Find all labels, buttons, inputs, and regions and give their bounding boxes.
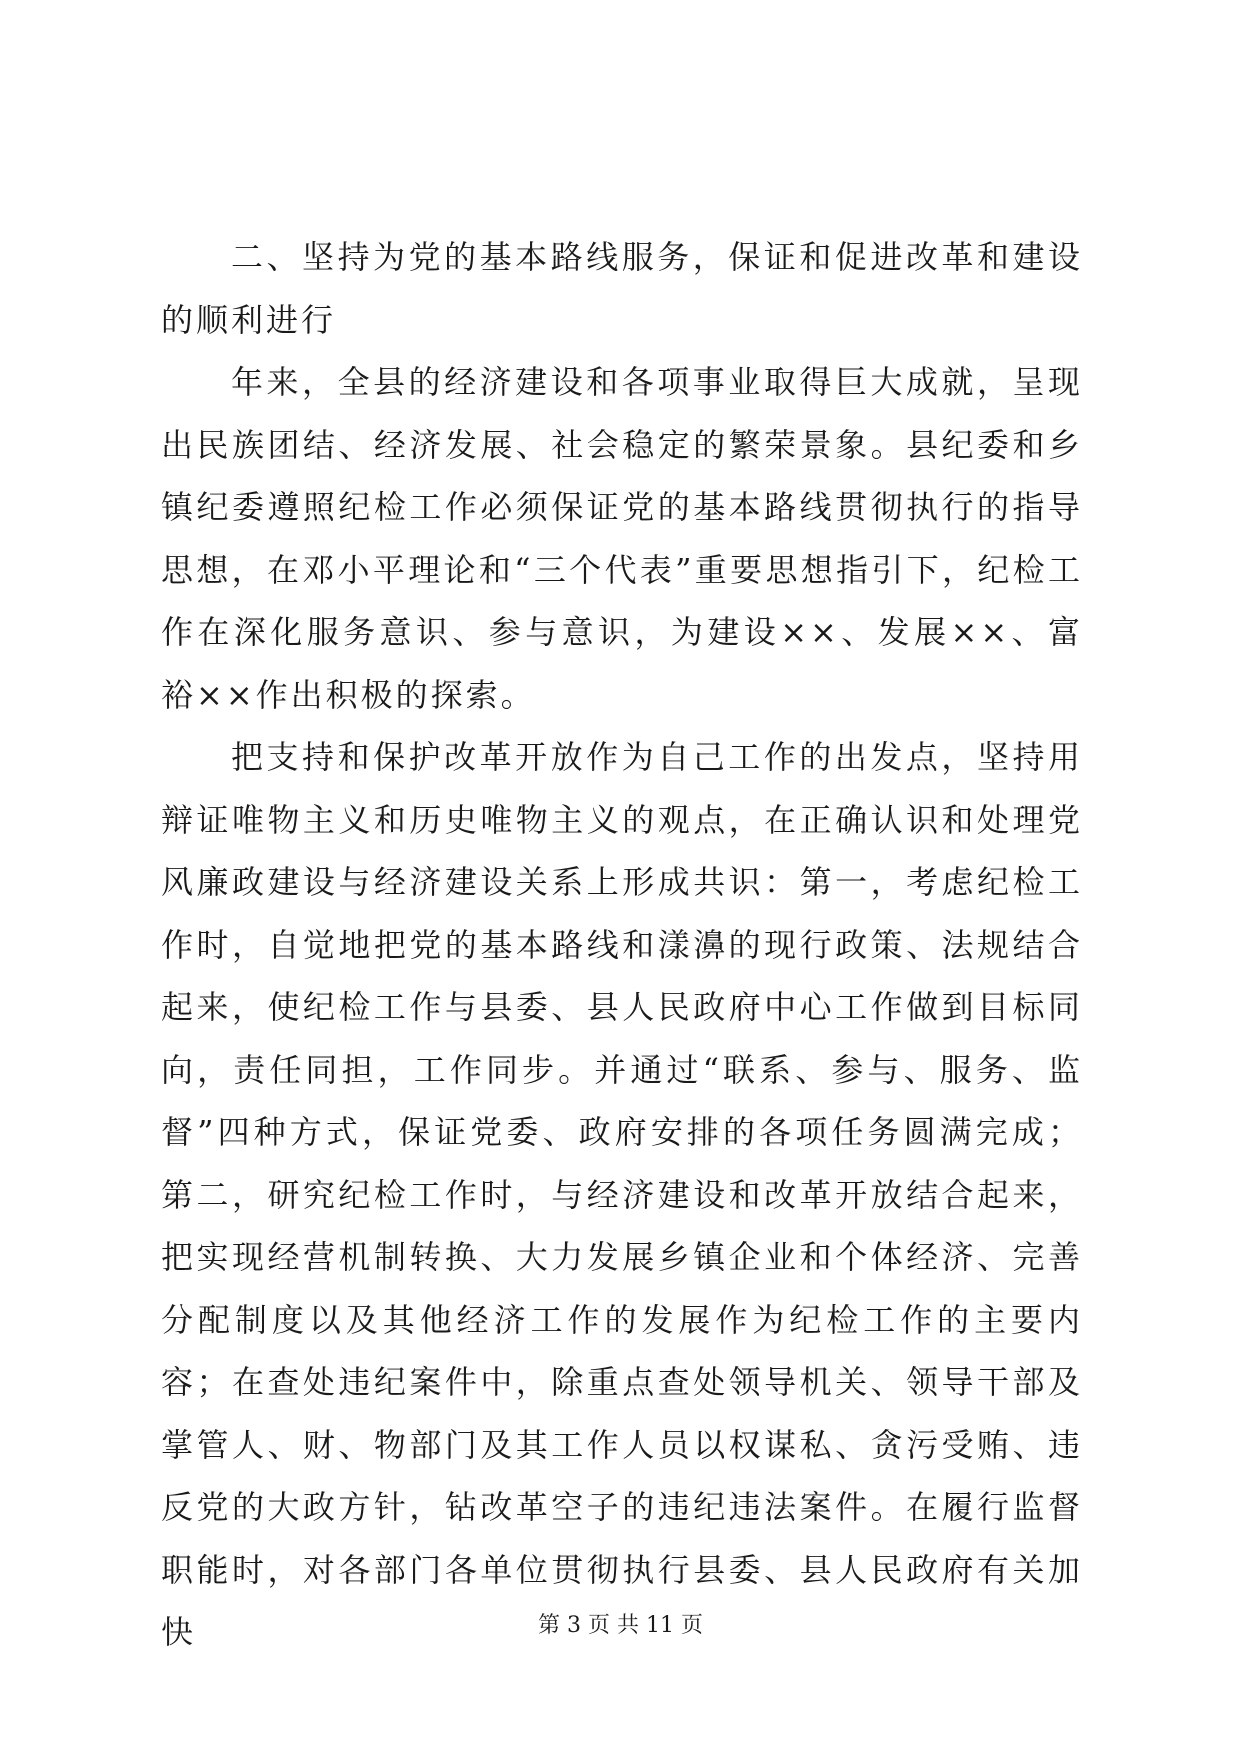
paragraph: 年来，全县的经济建设和各项事业取得巨大成就，呈现出民族团结、经济发展、社会稳定的繁荣景象。县纪委和乡镇纪委遵照纪检工作必须保证党的基本路线贯彻执行的指导思想，在邓小平理论和“三个代表”重要思想指引下，纪检工作在深化服务意识、参与意识，为建设××、发展××、富裕××作出积极的探索。 (161, 363, 1083, 714)
section-heading: 二、坚持为党的基本路线服务，保证和促进改革和建设的顺利进行 (161, 238, 1083, 339)
paragraph: 把支持和保护改革开放作为自己工作的出发点，坚持用辩证唯物主义和历史唯物主义的观点，在正确认识和处理党风廉政建设与经济建设关系上形成共识：第一，考虑纪检工作时，自觉地把党的基本路线和漾濞的现行政策、法规结合起来，使纪检工作与县委、县人民政府中心工作做到目标同向，责任同担，工作同步。并通过“联系、参与、服务、监督”四种方式，保证党委、政府安排的各项任务圆满完成；第二，研究纪检工作时，与经济建设和改革开放结合起来，把实现经营机制转换、大力发展乡镇企业和个体经济、完善分配制度以及其他经济工作的发展作为纪检工作的主要内容；在查处违纪案件中，除重点查处领导机关、领导干部及掌管人、财、物部门及其工作人员以权谋私、贪污受贿、违反党的大政方针，钻改革空子的违纪违法案件。在履行监督职能时，对各部门各单位贯彻执行县委、县人民政府有关加快 (161, 738, 1083, 1651)
page-number: 第 3 页 共 11 页 (538, 1613, 703, 1638)
document-body (161, 226, 1083, 1664)
